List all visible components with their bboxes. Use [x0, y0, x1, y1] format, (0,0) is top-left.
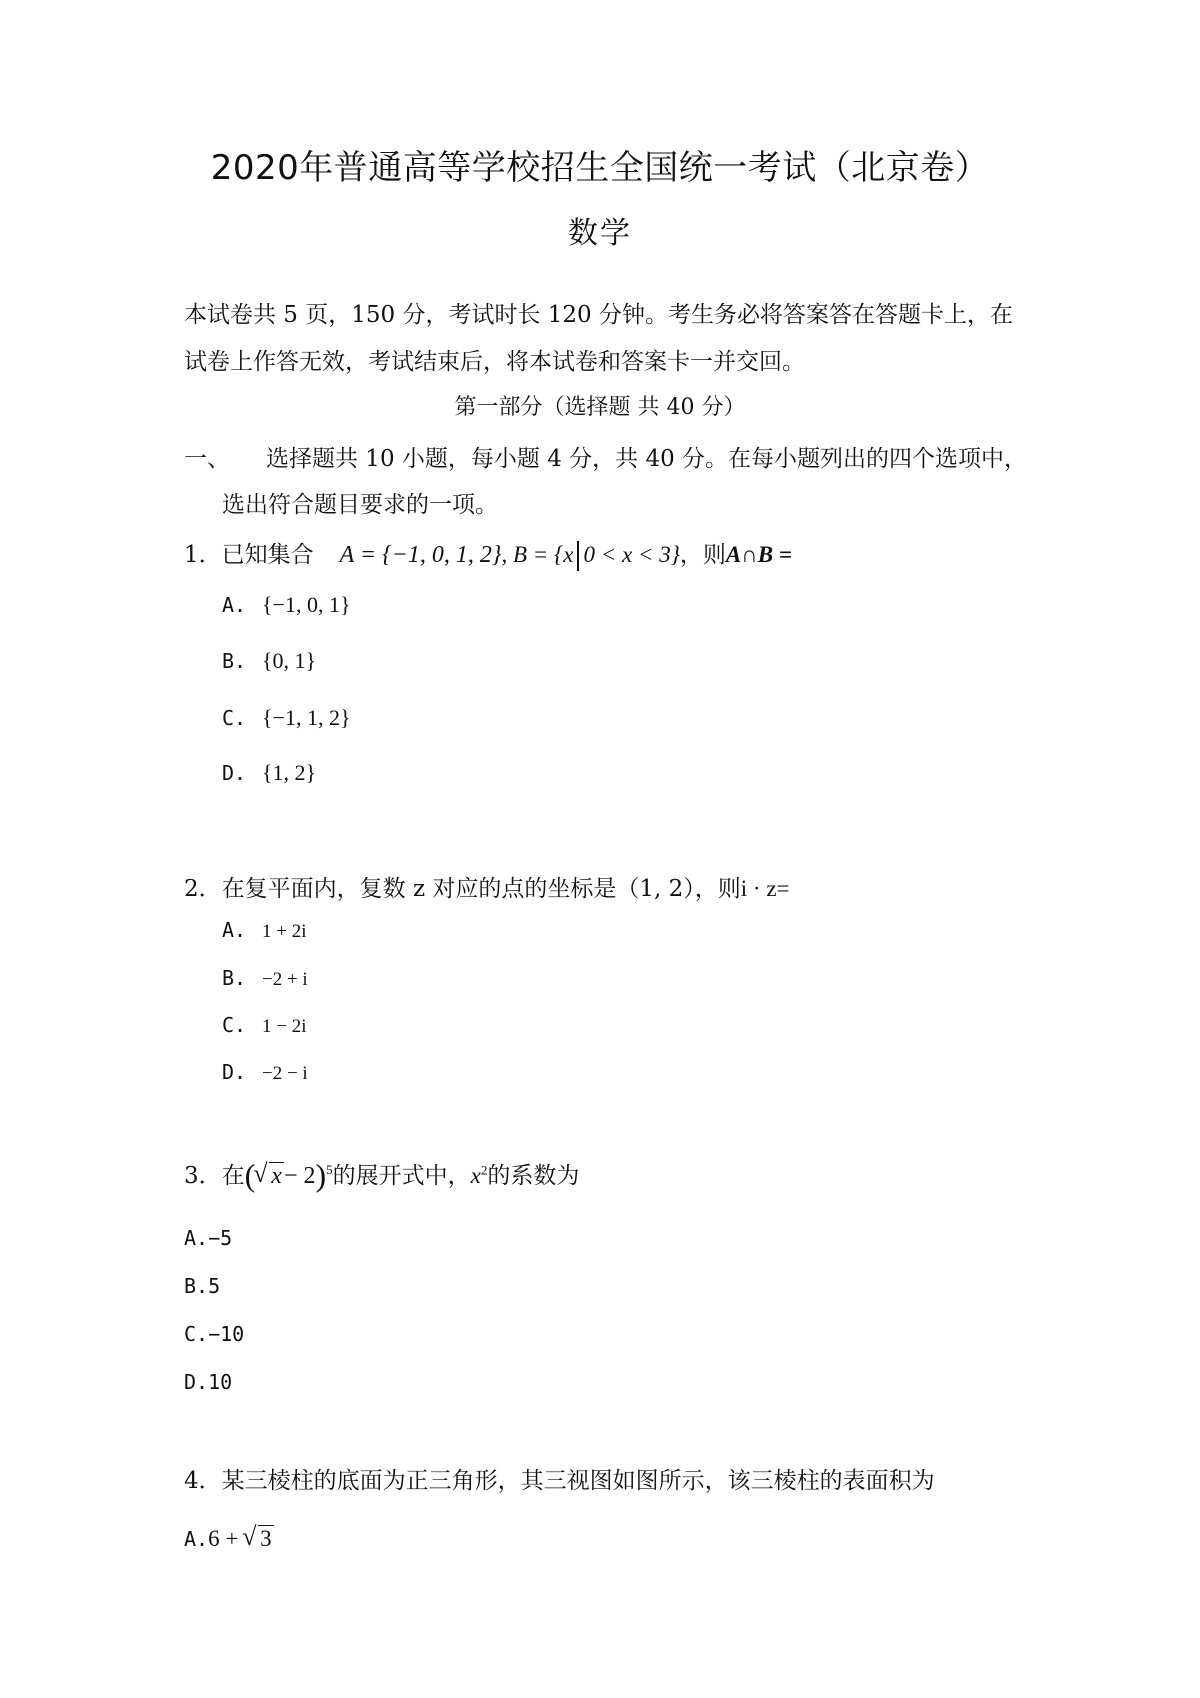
option-label: D. [222, 1060, 247, 1084]
option-text: {−1, 0, 1} [262, 592, 351, 617]
option-label: C. [222, 1013, 247, 1037]
question-4-stem [184, 1462, 935, 1495]
option-label: C. [222, 706, 247, 730]
question-4-option-a[interactable] [184, 1526, 274, 1552]
set-b-suffix: } [670, 542, 680, 567]
question-2-option-b[interactable] [222, 966, 308, 991]
option-text-prefix: 6 + [208, 1526, 245, 1551]
set-a-formula: A = {−1, 0, 1, 2} [339, 542, 502, 568]
section-description: 选择题共 10 小题，每小题 4 分，共 40 分。在每小题列出的四个选项中， [266, 446, 1028, 472]
option-text: {−1, 1, 2} [262, 705, 351, 730]
option-text: 5 [208, 1274, 221, 1298]
question-1-option-d[interactable] [222, 760, 316, 786]
term-exponent: 2 [480, 1162, 488, 1178]
question-3-option-c[interactable] [184, 1322, 244, 1346]
option-label: A. [222, 918, 247, 942]
question-3-stem [184, 1156, 580, 1193]
option-text: −10 [208, 1322, 245, 1346]
sqrt-symbol [255, 1163, 284, 1190]
question-text: 已知集合 [221, 542, 314, 568]
option-text: 10 [208, 1370, 233, 1394]
instructions-line-1: 本试卷共 5 页，150 分，考试时长 120 分钟。考生务必将答案答在答题卡上，在 [184, 302, 1013, 328]
option-text: {0, 1} [262, 648, 317, 673]
question-2-option-a[interactable] [222, 918, 307, 943]
set-b-prefix: , B = { [501, 542, 564, 567]
question-text-mid: 的展开式中， [332, 1163, 471, 1189]
question-3-option-d[interactable] [184, 1370, 232, 1394]
question-2-stem [184, 870, 790, 903]
question-text: 在 [221, 1163, 245, 1189]
question-text: 在复平面内，复数 z 对应的点的坐标是（1, 2），则 [221, 876, 741, 902]
option-text: {1, 2} [262, 760, 317, 785]
question-number: 4． [184, 1468, 222, 1494]
question-ask: i · z= [740, 876, 790, 901]
question-text-suffix: ，则 [679, 542, 726, 568]
question-number: 3． [184, 1163, 222, 1189]
set-builder-bar [577, 541, 579, 571]
question-ask: A∩B = [725, 542, 792, 567]
question-3-option-b[interactable] [184, 1274, 220, 1298]
option-label: A. [222, 593, 247, 617]
question-2-option-d[interactable] [222, 1060, 308, 1085]
option-label: A. [184, 1527, 209, 1551]
option-text: 1 − 2i [262, 1016, 307, 1037]
question-2-option-c[interactable] [222, 1013, 307, 1038]
question-1-stem [184, 536, 792, 571]
exam-title: 2020年普通高等学校招生全国统一考试（北京卷） [210, 148, 990, 188]
question-1-option-b[interactable] [222, 648, 316, 674]
set-b-variable: x [563, 542, 574, 567]
subject-title: 数学 [568, 216, 632, 251]
question-3-option-a[interactable] [184, 1226, 232, 1250]
option-label: D. [184, 1370, 209, 1394]
question-number: 2． [184, 876, 222, 902]
question-1-option-a[interactable] [222, 592, 351, 618]
option-text: −2 − i [262, 1063, 308, 1084]
sqrt-symbol [244, 1526, 274, 1552]
option-label: B. [222, 649, 247, 673]
section-description-continued: 选出符合题目要求的一项。 [222, 492, 498, 518]
option-label: B. [222, 966, 247, 990]
radicand: 3 [260, 1526, 272, 1551]
radicand: x [271, 1163, 282, 1189]
option-label: D. [222, 761, 247, 785]
section-number: 一、 [184, 446, 230, 472]
part-header: 第一部分（选择题 共 40 分） [454, 395, 746, 420]
term-variable: x [470, 1163, 481, 1188]
instructions-line-2: 试卷上作答无效，考试结束后，将本试卷和答案卡一并交回。 [184, 349, 805, 375]
option-label: C. [184, 1322, 209, 1346]
option-label: A. [184, 1226, 209, 1250]
question-text-suffix: 的系数为 [487, 1163, 580, 1189]
option-text: −5 [208, 1226, 233, 1250]
binomial-expression: (√ x− 2)$^5$ [245, 1163, 333, 1189]
option-text: −2 + i [262, 969, 308, 990]
option-text: 1 + 2i [262, 921, 307, 942]
exponent: 5 [326, 1162, 333, 1177]
question-text: 某三棱柱的底面为正三角形，其三视图如图所示，该三棱柱的表面积为 [221, 1468, 935, 1494]
question-1-option-c[interactable] [222, 705, 351, 731]
option-label: B. [184, 1274, 209, 1298]
set-b-condition: 0 < x < 3 [583, 542, 671, 567]
question-number: 1． [184, 542, 222, 568]
expression-rest: − 2 [283, 1163, 316, 1189]
